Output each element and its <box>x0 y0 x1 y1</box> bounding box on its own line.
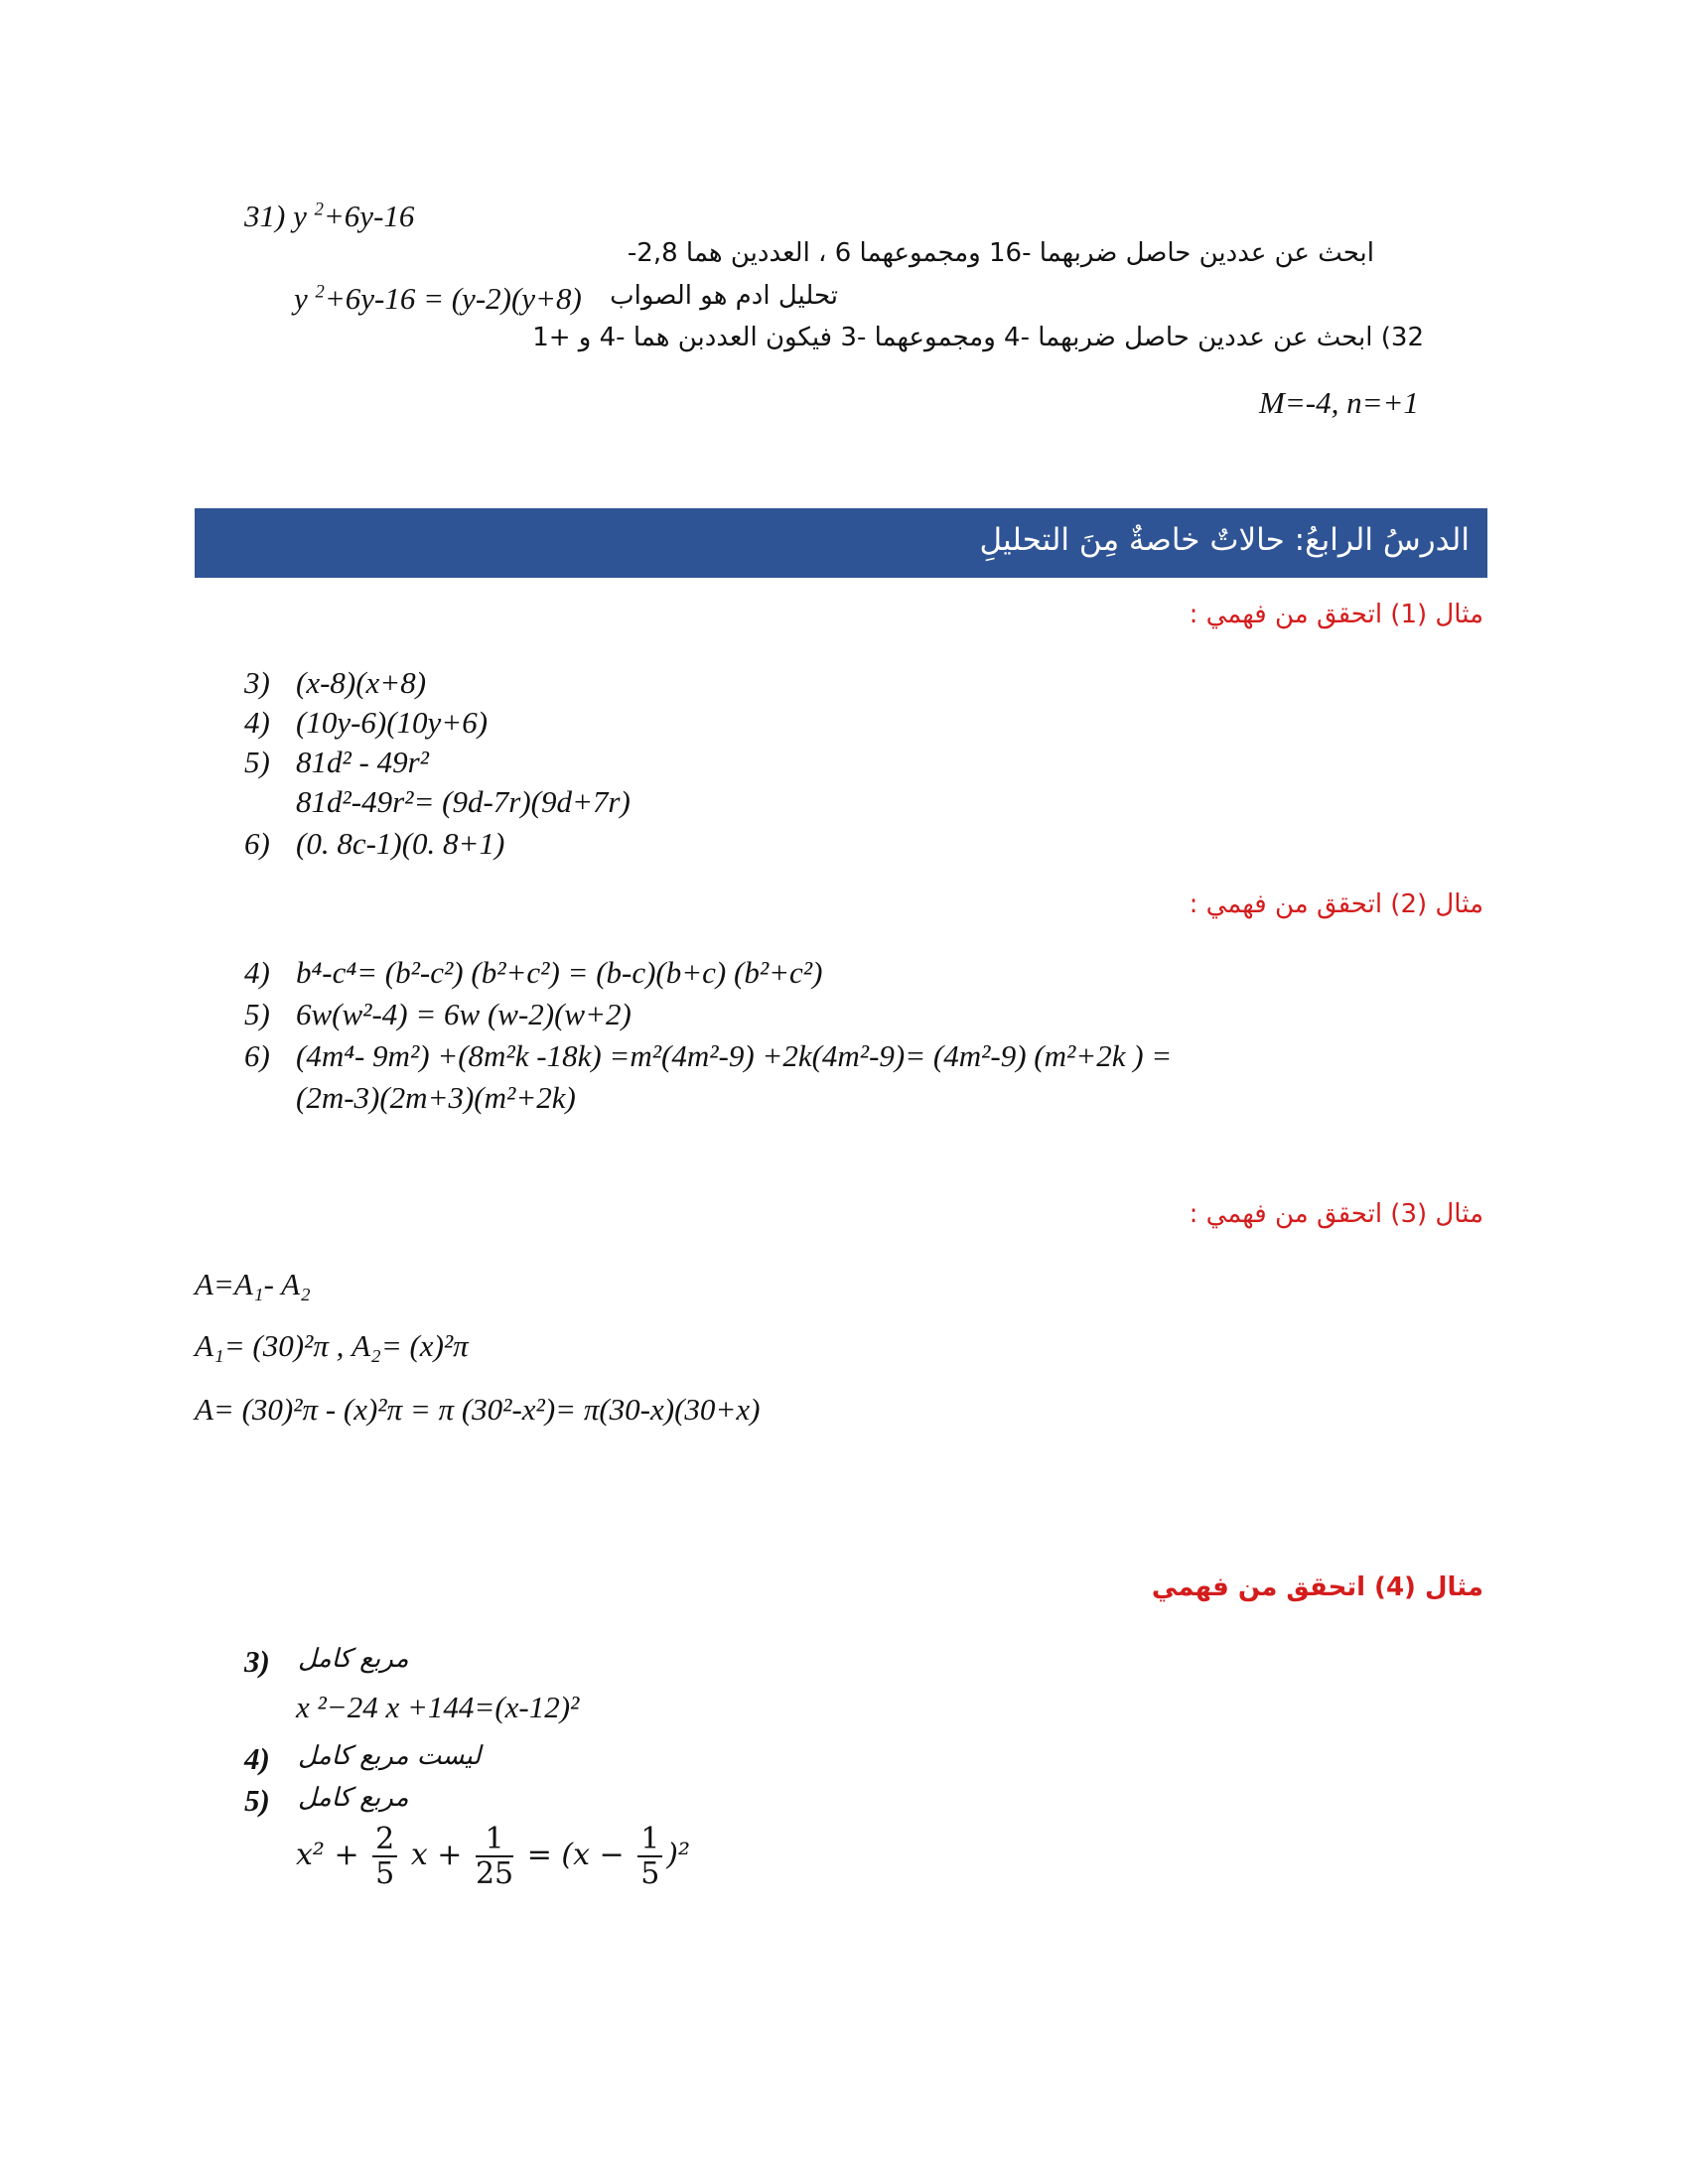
lesson-title: الدرسُ الرابعُ: حالاتٌ خاصةٌ مِنَ التحليلِ <box>979 522 1470 558</box>
example3-line-3: A= (30)²π - (x)²π = π (30²-x²)= π(30-x)(30+x) <box>195 1392 761 1427</box>
item-text: b⁴-c⁴= (b²-c²) (b²+c²) = (b-c)(b+c) (b²+c²) <box>296 955 823 990</box>
item-text: (2m-3)(2m+3)(m²+2k) <box>296 1080 576 1115</box>
example3-heading: مثال (3) اتحقق من فهمي : <box>1189 1199 1483 1229</box>
example1-item-4 <box>244 705 488 741</box>
item-text: 6w(w²-4) = 6w (w-2)(w+2) <box>296 997 632 1031</box>
example3-line-1: A=A₁- A₂ <box>195 1267 311 1301</box>
q31-rest: +6y-16 <box>323 199 415 233</box>
frac-denominator: 25 <box>475 1856 514 1891</box>
example2-item-5 <box>244 997 632 1032</box>
q31-factored <box>294 281 582 317</box>
example4-item-5-math <box>296 1823 690 1890</box>
example4-item-3-text: مربع كامل <box>298 1644 409 1674</box>
q31-sup: 2 <box>314 199 324 220</box>
example4-item-5-text: مربع كامل <box>298 1783 409 1813</box>
q31-factored-b: +6y-16 = (y-2)(y+8) <box>324 281 582 316</box>
frac-numerator: 1 <box>476 1823 513 1857</box>
item-number: 5) <box>244 745 270 779</box>
example4-heading: مثال (4) اتحقق من فهمي <box>1151 1572 1483 1602</box>
example2-heading: مثال (2) اتحقق من فهمي : <box>1189 889 1483 919</box>
example2-item-4 <box>244 955 822 991</box>
frac-denominator: 5 <box>375 1856 395 1891</box>
example1-item-5-answer <box>244 784 631 820</box>
example4-item-3-math: x ²−24 x +144=(x-12)² <box>296 1690 580 1724</box>
q31-factored-a: y <box>294 281 316 316</box>
example4-item-4-text: ليست مربع كامل <box>298 1741 482 1771</box>
example3-line-2: A₁= (30)²π , A₂= (x)²π <box>195 1328 469 1363</box>
math-part-a: x² + <box>296 1838 359 1872</box>
item-number: 4) <box>244 955 270 990</box>
frac-numerator: 2 <box>372 1823 397 1857</box>
item-text: (4m⁴- 9m²) +(8m²k -18k) =m²(4m²-9) +2k(4m²-9)= (4m²-9) (m²+2k ) = <box>296 1038 1173 1073</box>
fraction-1-5 <box>637 1823 662 1890</box>
item-number: 6) <box>244 1038 270 1073</box>
frac-numerator: 1 <box>637 1823 662 1857</box>
fraction-2-5 <box>372 1823 397 1890</box>
example4-item-3-number: 3) <box>244 1644 270 1679</box>
item-text: (x-8)(x+8) <box>296 665 427 700</box>
item-text: 81d²-49r²= (9d-7r)(9d+7r) <box>296 784 631 819</box>
frac-denominator: 5 <box>640 1856 660 1891</box>
fraction-1-25 <box>476 1823 513 1890</box>
lesson-banner <box>195 508 1487 578</box>
example4-item-4-number: 4) <box>244 1741 270 1776</box>
q31-adam-note: تحليل ادم هو الصواب <box>610 281 838 311</box>
example2-item-6 <box>244 1038 1172 1074</box>
q31-expression <box>244 199 414 234</box>
item-number: 3) <box>244 665 270 700</box>
q32-answer: M=-4, n=+1 <box>1259 385 1419 420</box>
example1-heading: مثال (1) اتحقق من فهمي : <box>1189 600 1483 629</box>
item-number: 4) <box>244 705 270 740</box>
math-part-b: x + <box>410 1838 463 1872</box>
example2-item-6-cont <box>244 1080 576 1116</box>
item-number: 6) <box>244 826 270 861</box>
example1-item-3 <box>244 665 426 701</box>
example1-item-5 <box>244 745 429 780</box>
example4-item-5-number: 5) <box>244 1783 270 1818</box>
q32-explanation: 32) ابحث عن عددين حاصل ضربهما -4 ومجموعهما -3 فيكون العددبن هما -4 و +1 <box>532 323 1424 352</box>
q31-label: 31) y <box>244 199 315 233</box>
math-part-d: )² <box>666 1838 691 1872</box>
math-part-c: = (x − <box>526 1838 625 1872</box>
item-text: (10y-6)(10y+6) <box>296 705 489 740</box>
q31-factored-sup: 2 <box>315 281 325 303</box>
item-text: 81d² - 49r² <box>296 745 429 779</box>
q31-explanation: ابحث عن عددين حاصل ضربهما -16 ومجموعهما 6 ، العددين هما 2,8- <box>627 238 1374 268</box>
item-text: (0. 8c-1)(0. 8+1) <box>296 826 505 861</box>
item-number: 5) <box>244 997 270 1031</box>
example1-item-6 <box>244 826 504 862</box>
